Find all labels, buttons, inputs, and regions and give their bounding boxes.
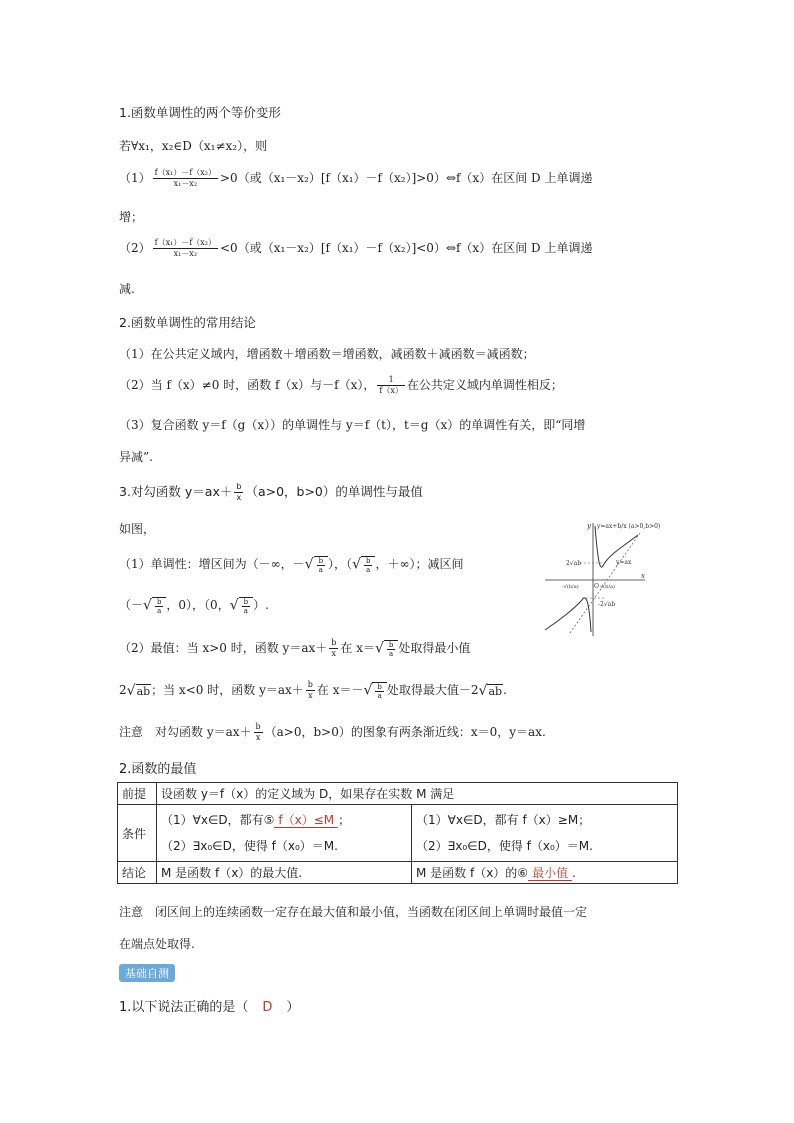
- section3-note: [119, 722, 546, 743]
- b-over-x: [329, 638, 338, 659]
- nike-function-graph: [540, 518, 675, 638]
- max-condition-1: [161, 807, 407, 833]
- title-a: 3.对勾函数 y＝ax＋: [119, 484, 233, 499]
- condition-label: 条件: [118, 805, 157, 862]
- sqrt-ab: √ab: [126, 682, 151, 699]
- frac-den: a: [389, 649, 394, 658]
- l1c: ，＋∞）；减区间: [375, 557, 464, 571]
- section1-title: 1.函数单调性的两个等价变形: [119, 105, 281, 120]
- section3-title: [119, 482, 423, 503]
- fill-blank-5: f（x）≤M: [274, 813, 338, 828]
- sqrt-b-over-a: √ $\frac{b}{a}$: [352, 556, 375, 574]
- radicand: ab: [136, 684, 151, 698]
- section4-title: 2.函数的最值: [119, 762, 197, 777]
- neg-root-label: -√(b/a): [562, 584, 579, 590]
- l1b: ），（: [328, 557, 353, 571]
- premise-text: 设函数 y＝f（x）的定义域为 D，如果存在实数 M 满足: [157, 783, 678, 805]
- max-value-label: -2√ab: [598, 601, 616, 608]
- reciprocal-fraction: [377, 375, 404, 396]
- l2a: （2）最值：当 x>0 时，函数 y＝ax＋: [119, 641, 328, 655]
- title-b: （a>0，b>0）的单调性与最值: [245, 484, 423, 499]
- frac-den: a: [318, 565, 323, 574]
- section1-item2: [119, 238, 592, 259]
- premise-label: 前提: [118, 783, 157, 805]
- max-conclusion: M 是函数 f（x）的最大值.: [157, 862, 412, 884]
- section2-line2: [119, 375, 563, 396]
- line2b: 在公共定义域内单调性相反；: [406, 378, 563, 392]
- note-b: （a>0，b>0）的图象有两条渐近线：x＝0，y＝ax.: [264, 725, 546, 739]
- min-conclusion: [412, 862, 678, 884]
- asym-label: y=ax: [616, 559, 632, 566]
- section1-item1: [119, 168, 592, 189]
- frac-num: b: [388, 640, 394, 649]
- section3-monotonic: [119, 555, 463, 574]
- section4-note-line2: 在端点处取得.: [119, 937, 195, 951]
- min-value-label: 2√ab: [566, 560, 582, 567]
- l3b: ；当 x<0 时，函数 y＝ax＋: [151, 683, 304, 697]
- frac-num: b: [156, 597, 162, 606]
- frac-num: b: [307, 680, 313, 689]
- max-condition-cell: [157, 805, 412, 862]
- section2-line3-end: 异减”.: [119, 450, 153, 464]
- l3a: 2: [119, 683, 127, 697]
- l3d: 处取得最大值－2: [386, 683, 479, 697]
- difference-quotient: [153, 238, 218, 259]
- table-row: [118, 805, 678, 862]
- section1-item2-end: 减.: [119, 282, 135, 296]
- frac-num: 1: [377, 375, 404, 386]
- item2-text: <0（或（x₁－x₂）[f（x₁）－f（x₂）]<0）⇔f（x）在区间 D 上单调递: [220, 241, 593, 255]
- item-label: （1）: [119, 171, 151, 185]
- l1d: （－: [119, 598, 144, 612]
- sqrt-b-over-a: √ $\frac{b}{a}$: [143, 597, 166, 615]
- l2b: 在 x＝: [340, 641, 375, 655]
- difference-quotient: [153, 168, 218, 189]
- note-a: 注意 对勾函数 y＝ax＋: [119, 725, 252, 739]
- frac-den: a: [366, 565, 371, 574]
- asymptote-line: [570, 533, 640, 633]
- frac-num: f（x₁）－f（x₂）: [154, 238, 216, 247]
- min-condition-cell: [412, 805, 678, 862]
- frac-num: b: [331, 638, 337, 647]
- section2-line3: （3）复合函数 y＝f（g（x））的单调性与 y＝f（t），t＝g（x）的单调性有关，即“同增: [119, 418, 586, 432]
- answer: D: [262, 1000, 273, 1015]
- b-over-x: [254, 722, 263, 743]
- extremum-table: [117, 782, 678, 884]
- item1-text: >0（或（x₁－x₂）[f（x₁）－f（x₂）]>0）⇔f（x）在区间 D 上单调递: [220, 171, 593, 185]
- frac-den: x: [236, 493, 242, 502]
- l2c: 处取得最小值: [398, 641, 471, 655]
- frac-den: x₁－x₂: [173, 249, 198, 258]
- frac-num: f（x₁）－f（x₂）: [154, 168, 216, 177]
- line2a: （2）当 f（x）≠0 时，函数 f（x）与－f（x），: [119, 378, 376, 392]
- section3-decrease: [119, 596, 269, 615]
- max-condition-2: （2）∃x₀∈D，使得 f（x₀）＝M.: [161, 839, 338, 853]
- conc2a: M 是函数 f（x）的⑥: [416, 866, 529, 880]
- radicand: ab: [488, 684, 503, 698]
- y-axis-label: y: [587, 522, 591, 530]
- b-over-x: [306, 680, 315, 701]
- frac-den: x₁－x₂: [173, 179, 198, 188]
- frac-den: a: [377, 691, 382, 700]
- sqrt-ab: √ab: [478, 682, 503, 699]
- item-label: （2）: [119, 241, 151, 255]
- section3-maximum: [119, 680, 507, 701]
- frac-num: b: [236, 482, 242, 491]
- frac-num: b: [255, 722, 261, 731]
- sqrt-b-over-a: √ $\frac{b}{a}$: [230, 597, 253, 615]
- frac-den: a: [243, 606, 248, 615]
- l1a: （1）单调性：增区间为（－∞，－: [119, 557, 305, 571]
- l3e: .: [503, 683, 507, 697]
- conc2-end: .: [572, 866, 576, 880]
- section3-minimum: [119, 638, 470, 659]
- c1a-end: ；: [338, 813, 351, 827]
- b-over-x: [234, 482, 243, 503]
- question-close: ）: [286, 1000, 300, 1015]
- frac-num: b: [377, 682, 382, 691]
- frac-den: a: [157, 606, 162, 615]
- sqrt-b-over-a: √ $\frac{b}{a}$: [305, 556, 328, 574]
- section3-intro: 如图，: [119, 522, 156, 536]
- l1f: ）.: [253, 598, 269, 612]
- question-text: 1.以下说法正确的是（: [119, 1000, 249, 1015]
- frac-den: x: [331, 649, 337, 658]
- frac-den: x: [255, 733, 261, 742]
- section1-item1-end: 增；: [119, 210, 144, 224]
- section1-premise: 若∀x₁，x₂∈D（x₁≠x₂），则: [119, 139, 268, 153]
- sqrt-b-over-a: √ $\frac{b}{a}$: [364, 682, 387, 700]
- conclusion-label: 结论: [118, 862, 157, 884]
- min-condition-2: （2）∃x₀∈D，使得 f（x₀）＝M.: [416, 839, 593, 853]
- table-row: [118, 783, 678, 805]
- table-row: [118, 862, 678, 884]
- l1e: ，0），（0，: [166, 598, 230, 612]
- sqrt-b-over-a: √ $\frac{b}{a}$: [375, 640, 398, 658]
- fill-blank-6: 最小值: [528, 866, 572, 881]
- self-test-badge: 基础自测: [119, 964, 175, 982]
- section4-note-line1: 注意 闭区间上的连续函数一定存在最大值和最小值，当函数在闭区间上单调时最值一定: [119, 905, 588, 919]
- frac-num: b: [365, 556, 371, 565]
- min-condition-1: （1）∀x∈D，都有 f（x）≥M；: [416, 813, 591, 827]
- frac-den: f（x）: [379, 386, 403, 395]
- pos-root-label: √(b/a): [600, 584, 615, 590]
- l3c: 在 x＝－: [316, 683, 364, 697]
- fn-label: y=ax+b/x (a>0,b>0): [597, 523, 661, 530]
- question-1: [119, 996, 299, 1015]
- section2-line1: （1）在公共定义域内，增函数＋增函数＝增函数，减函数＋减函数＝减函数；: [119, 347, 535, 361]
- c1a: （1）∀x∈D，都有⑤: [161, 813, 275, 827]
- x-axis-label: x: [641, 572, 645, 580]
- frac-den: x: [308, 691, 313, 700]
- left-branch: [545, 598, 591, 632]
- frac-num: b: [243, 597, 249, 606]
- frac-num: b: [318, 556, 324, 565]
- section2-title: 2.函数单调性的常用结论: [119, 315, 256, 330]
- origin-label: O: [594, 583, 599, 590]
